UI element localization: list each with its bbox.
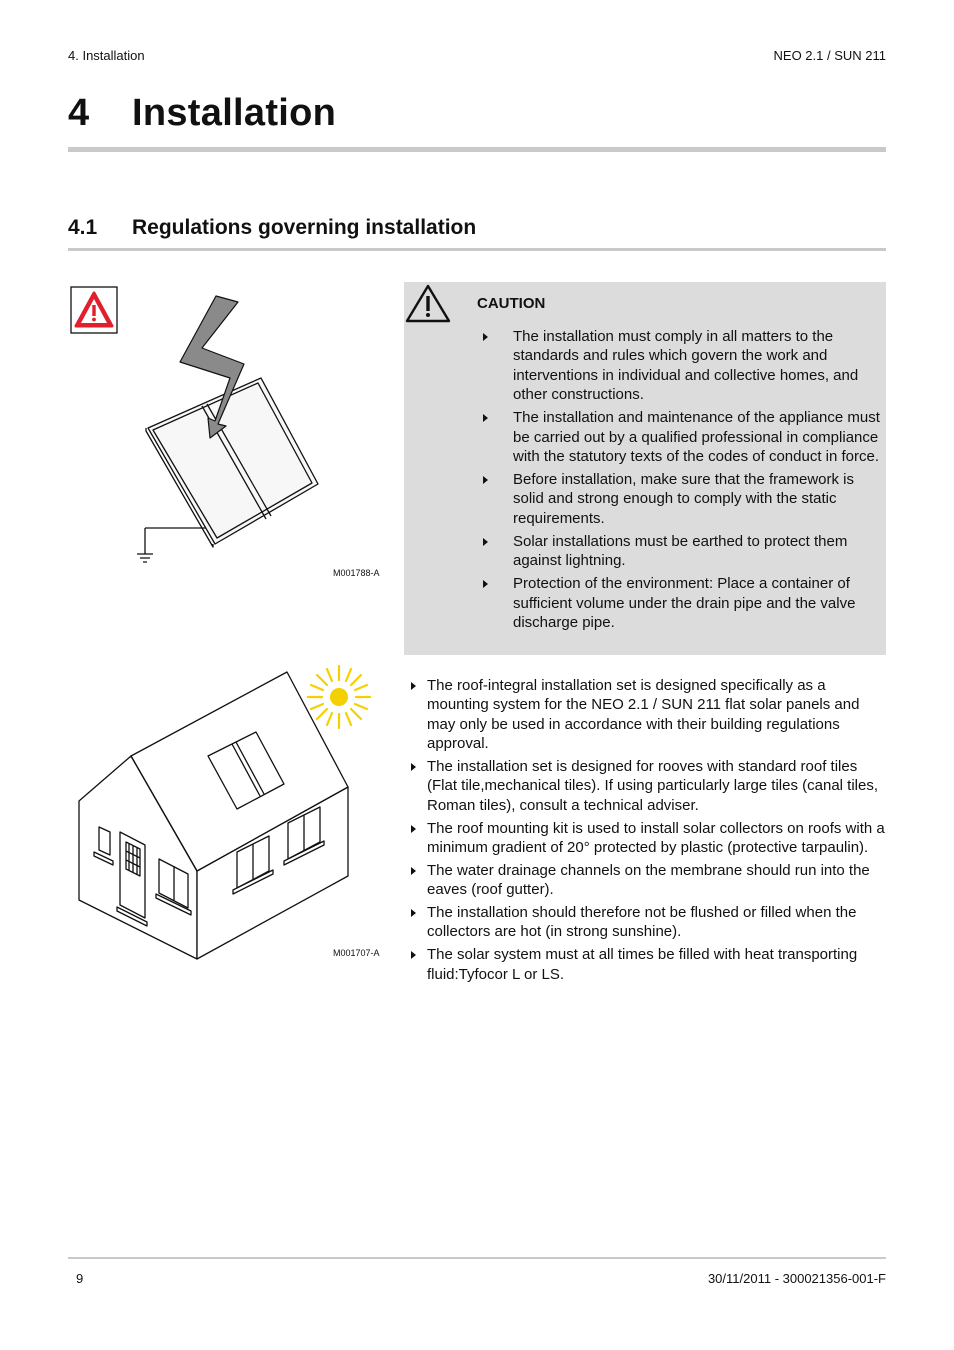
caution-warning-icon — [405, 283, 453, 325]
bullet-arrow-icon — [483, 414, 488, 422]
bullet-arrow-icon — [411, 909, 416, 917]
bullet-arrow-icon — [411, 763, 416, 771]
lightning-panel-figure — [66, 282, 396, 582]
section-heading — [68, 216, 476, 240]
list-item: The installation set is designed for rooves with standard roof tiles (Flat tile,mechanical tiles). If using particularly large tiles (canal tiles, Roman tiles), consult a technical adviser. — [427, 757, 889, 815]
caution-item: The installation must comply in all matters to the standards and rules which govern the work and interventions in individual and collective homes, and other constructions. — [513, 327, 886, 405]
list-item: The water drainage channels on the membrane should run into the eaves (roof gutter). — [427, 861, 889, 900]
bullet-arrow-icon — [411, 867, 416, 875]
list-item: The solar system must at all times be filled with heat transporting fluid:Tyfocor L or LS. — [427, 945, 889, 984]
section-number: 4.1 — [68, 216, 98, 239]
house-illustration — [79, 672, 348, 959]
bullet-arrow-icon — [483, 580, 488, 588]
bullet-arrow-icon — [411, 951, 416, 959]
bullet-arrow-icon — [483, 538, 488, 546]
list-item: The roof-integral installation set is designed specifically as a mounting system for the NEO 2.1 / SUN 211 flat solar panels and may only be used in accordance with their building regulations approval. — [427, 676, 889, 754]
caution-item: Before installation, make sure that the framework is solid and strong enough to comply with the static requirements. — [513, 470, 886, 528]
bullet-arrow-icon — [411, 682, 416, 690]
list-item: The roof mounting kit is used to install solar collectors on roofs with a minimum gradient of 20° protected by plastic (protective tarpaulin). — [427, 819, 889, 858]
installation-notes-list — [427, 676, 889, 987]
chapter-title: Installation — [132, 92, 337, 134]
danger-warning-icon — [71, 287, 117, 333]
footer-rule — [68, 1257, 886, 1259]
running-header-right: NEO 2.1 / SUN 211 — [773, 48, 886, 63]
caution-item: Protection of the environment: Place a container of sufficient volume under the drain pipe and the valve discharge pipe. — [513, 574, 886, 632]
caution-item: The installation and maintenance of the appliance must be carried out by a qualified professional in compliance with the statutory texts of the codes of conduct in force. — [513, 408, 886, 466]
chapter-number: 4 — [68, 92, 90, 134]
caution-list — [513, 327, 886, 636]
solar-panel-illustration — [137, 378, 318, 562]
bullet-arrow-icon — [483, 476, 488, 484]
house-figure — [70, 662, 390, 962]
list-item: The installation should therefore not be flushed or filled when the collectors are hot (in strong sunshine). — [427, 903, 889, 942]
running-header-left: 4. Installation — [68, 48, 145, 63]
section-rule — [68, 248, 886, 251]
caution-title: CAUTION — [477, 295, 546, 312]
bullet-arrow-icon — [483, 333, 488, 341]
chapter-rule — [68, 147, 886, 152]
bullet-arrow-icon — [411, 825, 416, 833]
figure-code-lightning: M001788-A — [333, 568, 380, 578]
figure-code-house: M001707-A — [333, 948, 380, 958]
page-number: 9 — [76, 1271, 84, 1286]
sun-icon — [308, 666, 370, 728]
caution-item: Solar installations must be earthed to protect them against lightning. — [513, 532, 886, 571]
chapter-heading — [68, 92, 336, 135]
document-reference: 30/11/2011 - 300021356-001-F — [707, 1271, 886, 1286]
section-title: Regulations governing installation — [132, 216, 477, 239]
